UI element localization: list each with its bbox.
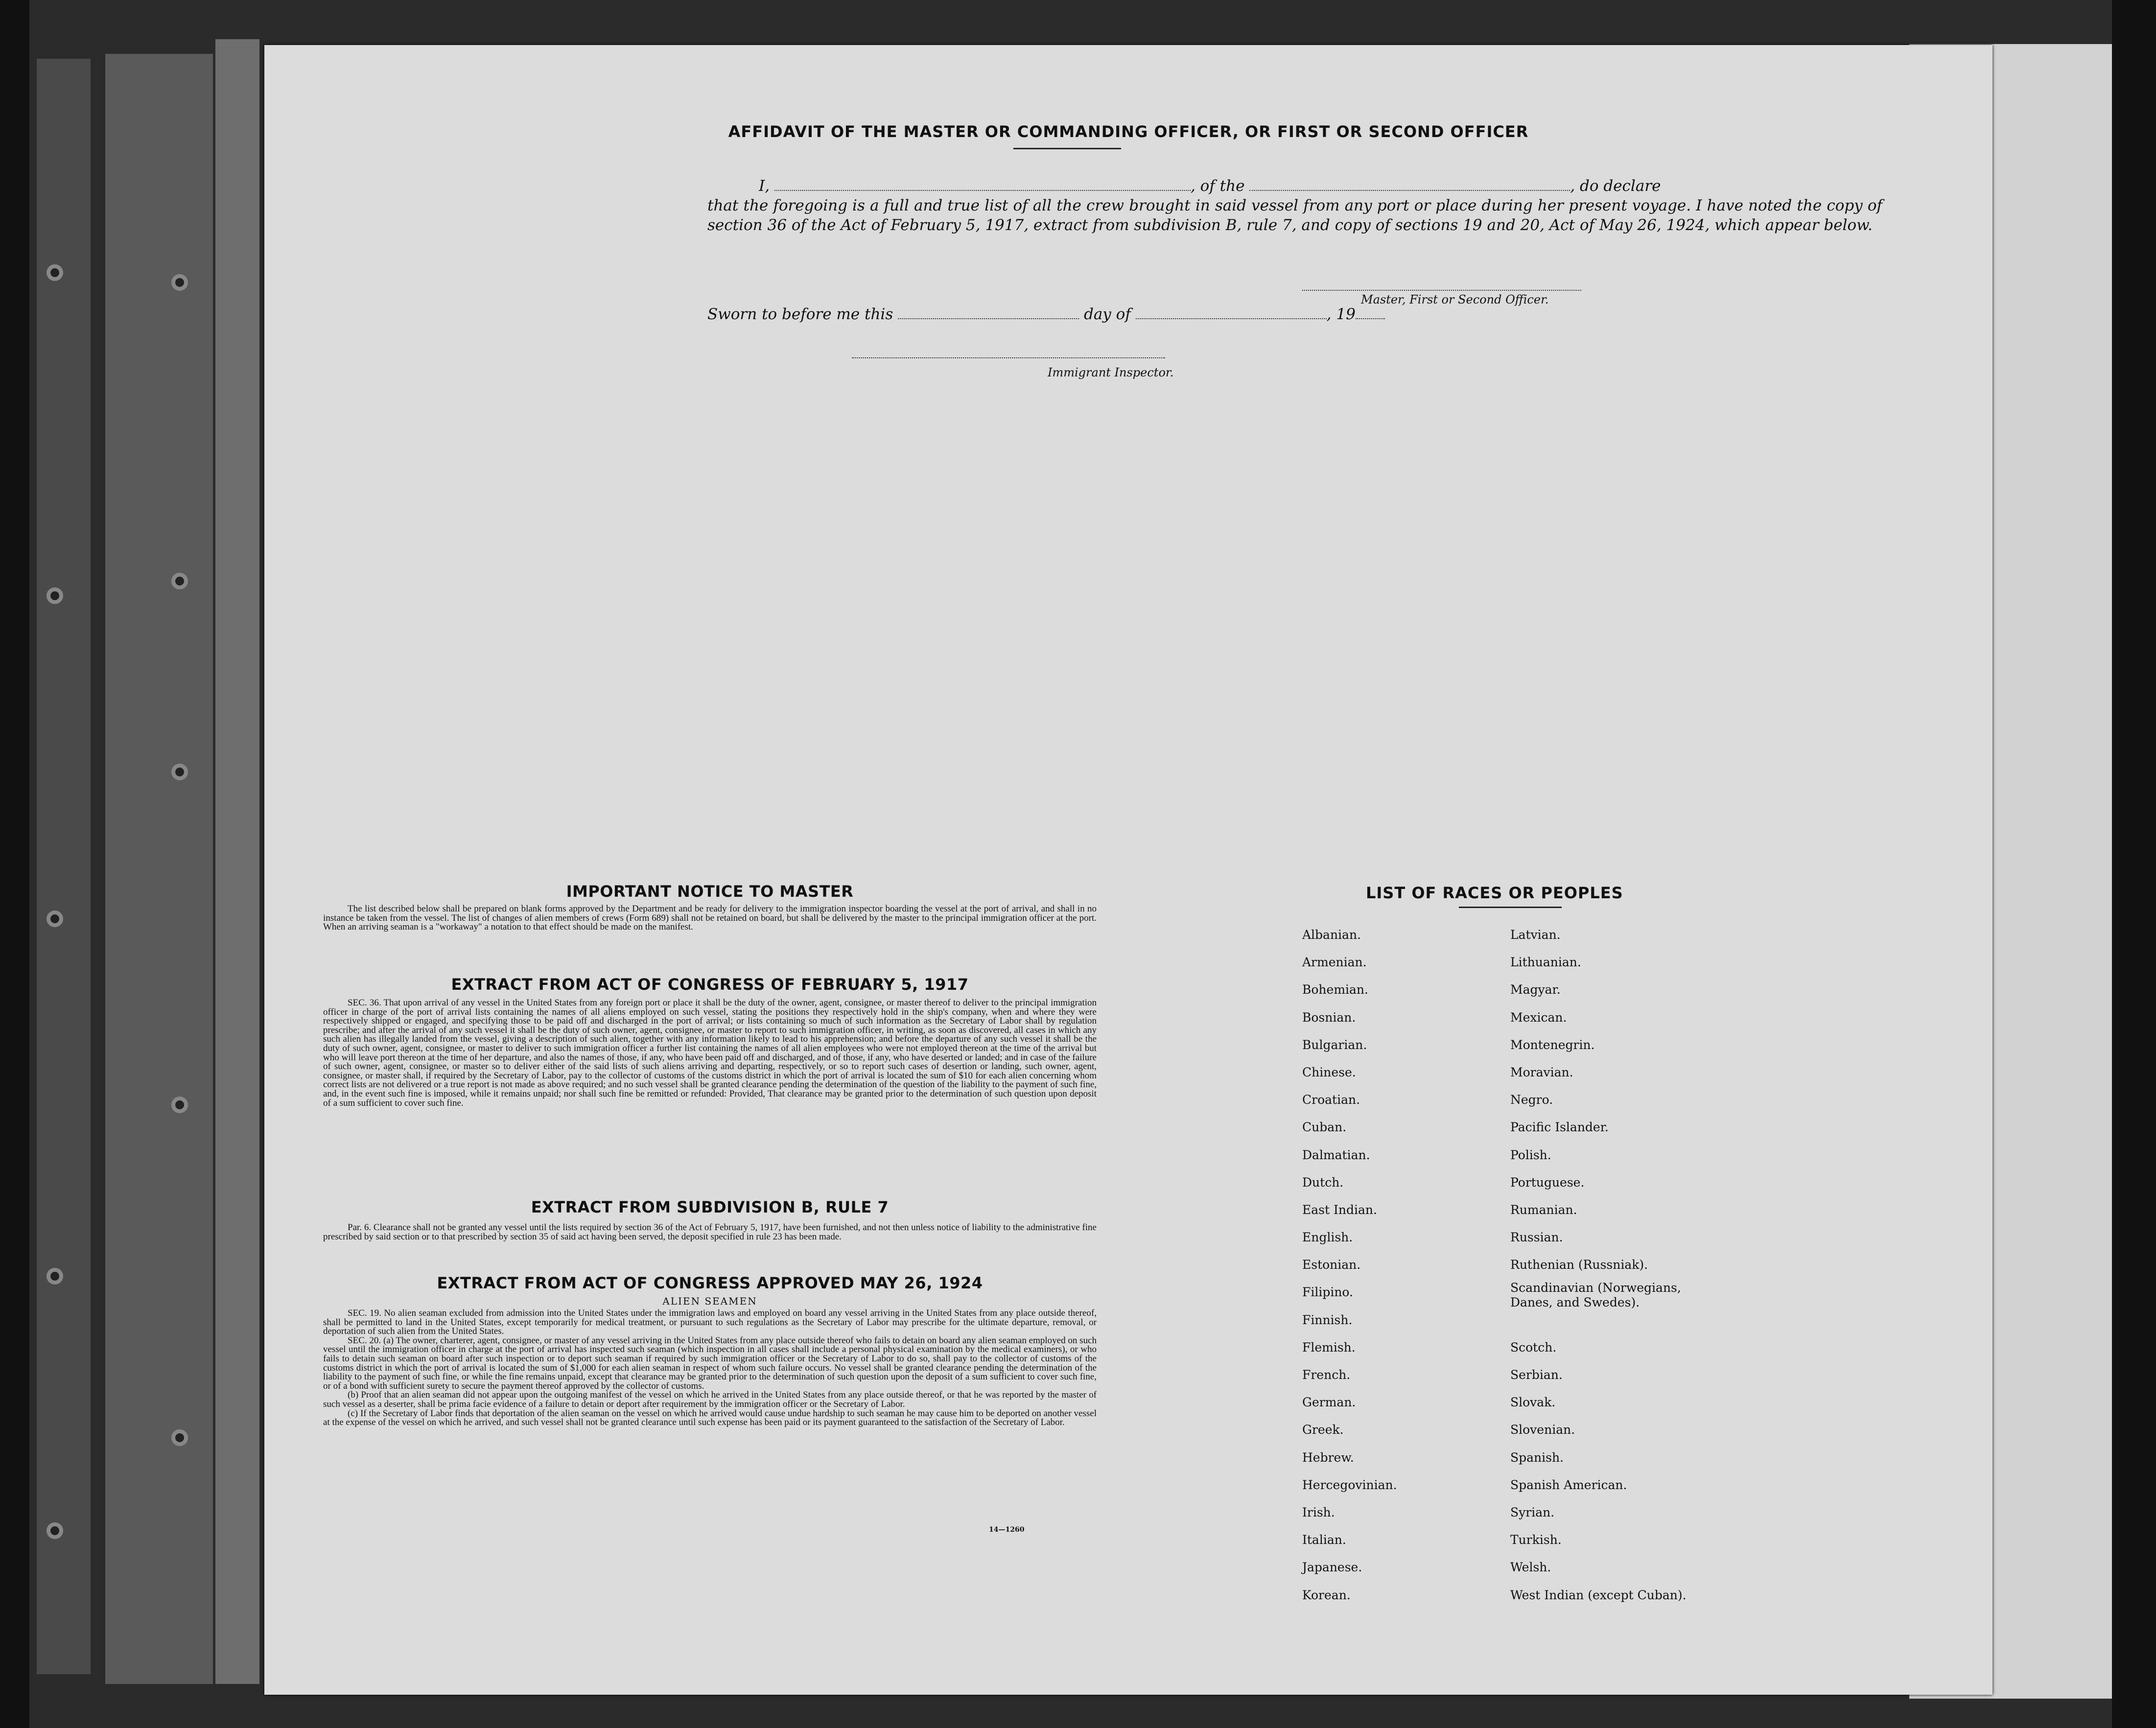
race-item: Japanese. bbox=[1302, 1560, 1362, 1575]
title-rule bbox=[1013, 148, 1121, 149]
race-item: Bohemian. bbox=[1302, 982, 1368, 997]
extract-1917-title: EXTRACT FROM ACT OF CONGRESS OF FEBRUARY 5, 1917 bbox=[451, 975, 969, 994]
race-item: Scandinavian (Norwegians, Danes, and Swedes). bbox=[1510, 1281, 1681, 1310]
form-number: 14—1260 bbox=[989, 1526, 1025, 1534]
extract-1917-text: SEC. 36. That upon arrival of any vessel in the United States from any foreign port or place it shall be the duty of the owner, agent, consignee, or master thereof to deliver to the principal immigration officer in charge of the port of arrival lists containing the names of all aliens employed on such vessel, stating the positions they respectively hold in the ship's company, when and where they were respectively shipped or engaged, and specifying those to be paid off and discharged in the port of arrival; or lists containing so much of such information as the Secretary of Labor shall by regulation prescribe; and after the arrival of any such vessel it shall be the duty of such owner, agent, consignee, or master to report to such immigration officer, in writing, as soon as discovered, all cases in which any such alien has illegally landed from the vessel, giving a description of such alien, together with any information likely to lead to his apprehension; and before the departure of any such vessel it shall be the duty of such owner, agent, consignee, or master to deliver to such immigration officer a further list containing the names of all alien employees who were not employed thereon at the time of the arrival but who will leave port thereon at the time of her departure, and also the names of those, if any, who have been paid off and discharged, and of those, if any, who have deserted or landed; and in case of the failure of such owner, agent, consignee, or master so to deliver either of the said lists of such aliens arriving and departing, respectively, or so to report such cases of desertion or landing, such owner, agent, consignee, or master shall, if required by the Secretary of Labor, pay to the collector of customs of the customs district in which the port of arrival is located the sum of $10 for each alien concerning whom correct lists are not delivered or a true report is not made as above required; and no such vessel shall be granted clearance pending the determination of the question of the liability to the payment of such fine, and, in the event such fine is imposed, while it remains unpaid; nor shall such fine be remitted or refunded: Provided, That clearance may be granted prior to the determination of such question upon deposit of a sum sufficient to cover such fine. bbox=[323, 998, 1097, 1108]
race-item: Armenian. bbox=[1302, 955, 1367, 970]
race-item: Portuguese. bbox=[1510, 1175, 1585, 1190]
race-item: Welsh. bbox=[1510, 1560, 1551, 1575]
race-item: Greek. bbox=[1302, 1423, 1344, 1437]
binder-hole bbox=[171, 1429, 188, 1446]
master-signature-label: Master, First or Second Officer. bbox=[1361, 293, 1549, 306]
race-item: Ruthenian (Russniak). bbox=[1510, 1258, 1648, 1272]
race-item: Moravian. bbox=[1510, 1065, 1573, 1079]
i-label: I, bbox=[759, 177, 770, 195]
of-the-label: , of the bbox=[1190, 177, 1245, 195]
race-item: Bosnian. bbox=[1302, 1010, 1356, 1025]
extract-1924-sec20b: (b) Proof that an alien seaman did not appear upon the outgoing manifest of the vessel on which he arrived in the United States from any place outside thereof, or that he was reported by the master of such vessel as a deserter, shall be prima facie evidence of a failure to detain or deport after requirement by the immigration officer or the Secretary of Labor. bbox=[323, 1390, 1097, 1409]
extract-1924-section bbox=[323, 1274, 1097, 1427]
master-signature-line[interactable] bbox=[1302, 290, 1581, 291]
race-item: Estonian. bbox=[1302, 1258, 1361, 1272]
race-item: Dutch. bbox=[1302, 1175, 1344, 1190]
year-prefix-label: , 19 bbox=[1326, 305, 1356, 323]
race-item: Dalmatian. bbox=[1302, 1147, 1370, 1162]
race-item: Montenegrin. bbox=[1510, 1037, 1595, 1052]
race-item: Syrian. bbox=[1510, 1505, 1555, 1519]
race-item: Mexican. bbox=[1510, 1010, 1567, 1025]
race-item: Turkish. bbox=[1510, 1533, 1562, 1547]
affidavit-declaration bbox=[707, 176, 1882, 235]
scan-border-right bbox=[2112, 0, 2156, 1728]
binder-hole bbox=[171, 1097, 188, 1113]
binder-hole bbox=[47, 1522, 63, 1539]
race-item: Albanian. bbox=[1302, 928, 1361, 942]
affidavit-first-line bbox=[707, 176, 1882, 196]
race-item: Serbian. bbox=[1510, 1368, 1563, 1382]
race-item: Filipino. bbox=[1302, 1285, 1353, 1300]
race-item: Magyar. bbox=[1510, 982, 1561, 997]
scan-border-left bbox=[0, 0, 29, 1728]
sworn-month-field[interactable] bbox=[1136, 306, 1327, 319]
extract-rule7-title: EXTRACT FROM SUBDIVISION B, RULE 7 bbox=[531, 1198, 889, 1216]
extract-1924-sec20c: (c) If the Secretary of Labor finds that deportation of the alien seaman on the vessel on which he arrived would cause undue hardship to such seaman he may cause him to be deported on another vessel at the expense of the vessel on which he arrived, and such vessel shall not be granted clearance until such expense has been paid or its payment guaranteed to the satisfaction of the Secretary of Labor. bbox=[323, 1408, 1097, 1428]
binder-hole bbox=[171, 274, 188, 291]
document-page bbox=[264, 45, 1992, 1695]
binder-hole bbox=[47, 587, 63, 604]
race-item: East Indian. bbox=[1302, 1202, 1377, 1217]
sworn-label: Sworn to before me this bbox=[707, 305, 893, 323]
race-item: Negro. bbox=[1510, 1093, 1553, 1107]
race-item: Russian. bbox=[1510, 1230, 1563, 1245]
race-item: Polish. bbox=[1510, 1147, 1551, 1162]
extract-1924-title: EXTRACT FROM ACT OF CONGRESS APPROVED MAY 26, 1924 bbox=[437, 1274, 983, 1292]
race-item: Latvian. bbox=[1510, 928, 1561, 942]
race-item: Slovak. bbox=[1510, 1395, 1556, 1410]
races-left-column bbox=[1302, 921, 1397, 1609]
binder-hole bbox=[47, 264, 63, 281]
race-item: Hebrew. bbox=[1302, 1450, 1354, 1465]
inspector-signature-line[interactable] bbox=[852, 357, 1165, 358]
extract-1917-section bbox=[323, 975, 1097, 1108]
binder-hole bbox=[47, 911, 63, 927]
binder-hole bbox=[171, 573, 188, 589]
races-title-rule bbox=[1459, 907, 1562, 908]
do-declare-label: , do declare bbox=[1570, 177, 1661, 195]
binder-strip bbox=[215, 39, 259, 1684]
race-item: Korean. bbox=[1302, 1588, 1351, 1602]
race-item: Cuban. bbox=[1302, 1120, 1347, 1135]
race-item: Spanish American. bbox=[1510, 1477, 1627, 1492]
day-of-label: day of bbox=[1083, 305, 1131, 323]
sworn-line bbox=[707, 304, 1385, 324]
races-right-column bbox=[1510, 921, 1716, 1609]
extract-1924-sec20a: SEC. 20. (a) The owner, charterer, agent, consignee, or master of any vessel arriving in the United States from any place outside thereof who fails to detain on board any alien seaman employed on such vessel until the immigration officer in charge at the port of arrival has inspected such seaman (which inspection in all cases shall include a personal physical examination by the medical examiners), or who fails to detain such seaman on board after such inspection or to deport such seaman if required by such immigration officer or the Secretary of Labor to do so, shall pay to the collector of customs of the customs district in which the port of arrival is located the sum of $1,000 for each alien seaman in respect of whom such failure occurs. No vessel shall be granted clearance pending the determination of the liability to the payment of such fine, or while the fine remains unpaid, except that clearance may be granted prior to the determination of such question upon the deposit of a sum sufficient to cover such fine, or of a bond with sufficient surety to secure the payment thereof approved by the collector of customs. bbox=[323, 1335, 1097, 1391]
race-item: West Indian (except Cuban). bbox=[1510, 1588, 1687, 1602]
binder-hole bbox=[47, 1268, 63, 1284]
race-item: Hercegovinian. bbox=[1302, 1477, 1397, 1492]
binder-strip bbox=[105, 54, 213, 1684]
race-item: Italian. bbox=[1302, 1533, 1346, 1547]
binder-hole bbox=[171, 764, 188, 780]
race-item: Bulgarian. bbox=[1302, 1037, 1367, 1052]
race-item: Irish. bbox=[1302, 1505, 1335, 1519]
race-item: Finnish. bbox=[1302, 1312, 1353, 1327]
sworn-year-field[interactable] bbox=[1356, 306, 1385, 319]
declarant-name-field[interactable] bbox=[774, 178, 1191, 191]
sworn-day-field[interactable] bbox=[898, 306, 1079, 319]
notice-title: IMPORTANT NOTICE TO MASTER bbox=[566, 882, 854, 901]
vessel-name-field[interactable] bbox=[1249, 178, 1570, 191]
extract-1924-sec19: SEC. 19. No alien seaman excluded from admission into the United States under the immigration laws and employed on board any vessel arriving in the United States from any place outside thereof, shall be permitted to land in the United States, except temporarily for medical treatment, or pursuant to such regulations as the Secretary of Labor may prescribe for the ultimate departure, removal, or deportation of such alien from the United States. bbox=[323, 1308, 1097, 1337]
race-item: Flemish. bbox=[1302, 1340, 1356, 1354]
extract-rule7-section bbox=[323, 1198, 1097, 1241]
affidavit-body: that the foregoing is a full and true list of all the crew brought in said vessel from any port or place during her present voyage. I have noted the copy of section 36 of the Act of February 5, 1917, extract from subdivision B, rule 7, and copy of sections 19 and 20, Act of May 26, 1924, which appear below. bbox=[707, 197, 1882, 234]
races-title: LIST OF RACES OR PEOPLES bbox=[1366, 884, 1623, 902]
extract-rule7-text: Par. 6. Clearance shall not be granted any vessel until the lists required by section 36 of the Act of February 5, 1917, have been furnished, and not then unless notice of liability to the administrative fine prescribed by said section or to that prescribed by section 35 of said act having been served, the deposit specified in rule 23 has been made. bbox=[323, 1222, 1097, 1242]
race-item: Pacific Islander. bbox=[1510, 1120, 1609, 1135]
race-item: Lithuanian. bbox=[1510, 955, 1581, 970]
race-item: Spanish. bbox=[1510, 1450, 1564, 1465]
race-item: German. bbox=[1302, 1395, 1356, 1410]
notice-text: The list described below shall be prepared on blank forms approved by the Department and be ready for delivery to the immigration inspector boarding the vessel at the port of arrival, and shall in no instance be taken from the vessel. The list of changes of alien members of crews (Form 689) shall not be retained on board, but shall be delivered by the master to the principal immigration officer at the port. When an arriving seaman is a "workaway" a notation to that effect should be made on the manifest. bbox=[323, 904, 1097, 933]
race-item: Scotch. bbox=[1510, 1340, 1557, 1354]
race-item: English. bbox=[1302, 1230, 1353, 1245]
race-item: French. bbox=[1302, 1368, 1351, 1382]
inspector-label: Immigrant Inspector. bbox=[1048, 366, 1174, 379]
race-item: Chinese. bbox=[1302, 1065, 1356, 1079]
notice-section bbox=[323, 882, 1097, 932]
extract-1924-subtitle: ALIEN SEAMEN bbox=[662, 1295, 757, 1307]
affidavit-title: AFFIDAVIT OF THE MASTER OR COMMANDING OFFICER, OR FIRST OR SECOND OFFICER bbox=[728, 122, 1529, 141]
race-item: Croatian. bbox=[1302, 1093, 1360, 1107]
race-item: Slovenian. bbox=[1510, 1423, 1575, 1437]
race-item: Rumanian. bbox=[1510, 1202, 1577, 1217]
binder-strip bbox=[37, 59, 91, 1674]
